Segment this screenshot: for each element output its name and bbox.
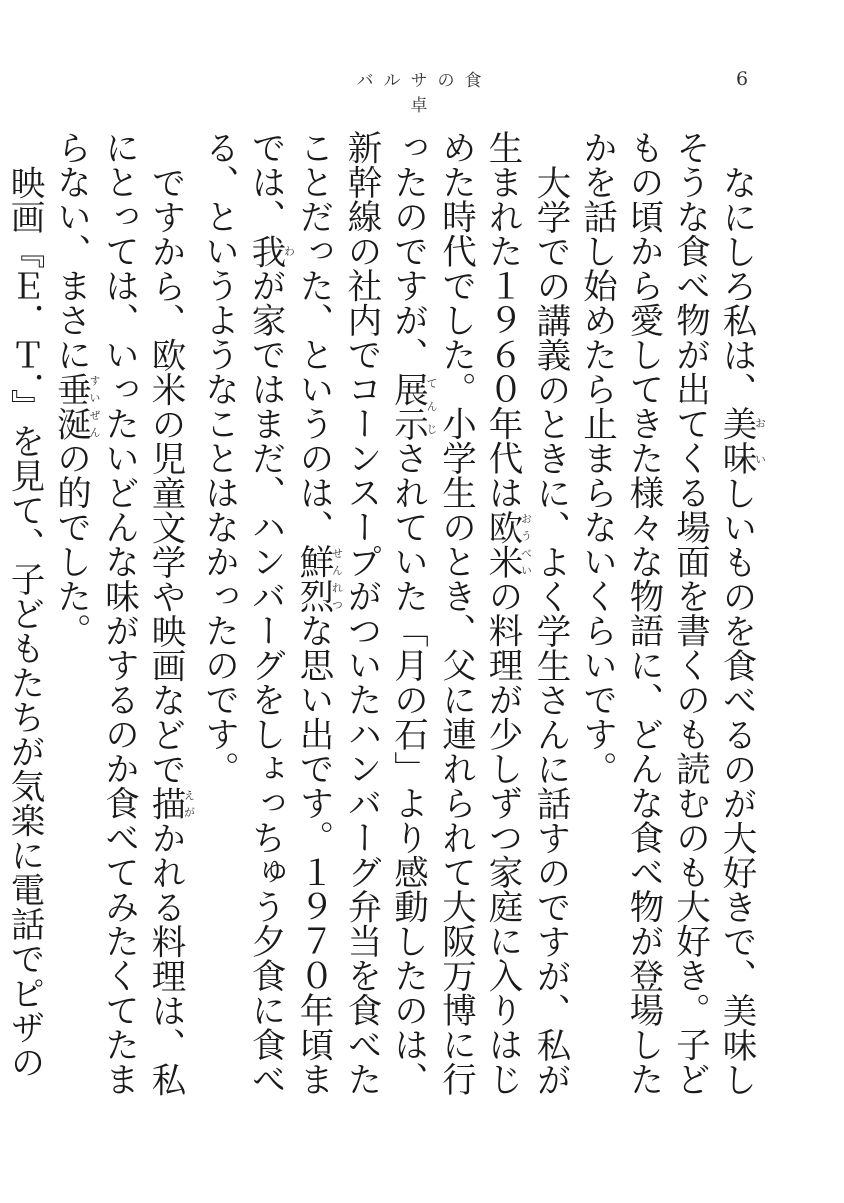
ruby-base: 欧米	[482, 509, 522, 579]
ruby-base: 鮮烈	[293, 544, 333, 613]
paragraph-1	[573, 130, 766, 1110]
text-run: かれる料理は、私にとっては、いったいどんな味がするのか食べてみたくてたまらない、まさに	[50, 130, 185, 1096]
ruby-word	[293, 544, 344, 613]
ruby-reading: せんれつ	[330, 544, 344, 613]
running-title: バルサの食卓	[356, 71, 492, 116]
ruby-base: 垂涎	[50, 371, 91, 441]
text-run: の料理が少しずつ家庭に入りはじめた時代でした。小学生のとき、父に連れられて大阪万博に行ったのですが、	[387, 130, 522, 1096]
ruby-base: 美味	[716, 406, 756, 475]
text-run: されていた「月の石」より感動したのは、新幹線の社内でコーンスープがついたハンバーグ弁当を食べたことだった、というのは、	[293, 130, 428, 1096]
text-run: 大学での講義のときに、よく学生さんに話すのですが、私が生まれた１９６０年代は	[482, 130, 570, 1096]
ruby-word	[482, 509, 533, 579]
ruby-reading: おうべい	[519, 509, 533, 579]
ruby-reading: わ	[282, 233, 296, 268]
ruby-base: 我	[245, 233, 285, 268]
vertical-body-text	[4, 130, 767, 1110]
ruby-word	[145, 785, 196, 821]
ruby-base: 展示	[387, 371, 428, 441]
text-run: が家ではまだ、ハンバーグをしょっちゅう夕食に食べる、というようなことはなかったのです。	[198, 130, 285, 1096]
ruby-word	[387, 371, 438, 441]
paragraph-4	[0, 130, 47, 1110]
text-run: な思い出です。１９７０年頃までは、	[245, 130, 333, 1096]
text-run: ですから、欧米の児童文学や映画などで	[145, 164, 185, 786]
ruby-word	[716, 406, 767, 475]
text-run: しいものを食べるのが大好きで、美味しそうな食べ物が出てくる場面を書くのも読むのも大好き。子どもの頃から愛してきた様々な物語に、どんな食べ物が登場したかを話し始めたら止まらないくらいです。	[576, 130, 756, 1096]
paragraph-2	[195, 130, 573, 1110]
paragraph-3	[47, 130, 195, 1110]
ruby-base: 描	[145, 785, 185, 820]
ruby-reading: すいぜん	[88, 371, 101, 441]
ruby-reading: てんじ	[425, 371, 438, 441]
text-run: 映画『Ｅ．Ｔ．』を見て、子どもたちが気楽に電話でピザの	[4, 164, 44, 1079]
ruby-reading: えが	[182, 785, 196, 820]
text-run: の的でした。	[50, 440, 91, 648]
ruby-word	[245, 233, 296, 269]
ruby-reading: おい	[753, 406, 767, 475]
ruby-word	[50, 371, 101, 441]
text-run: なにしろ私は、	[716, 164, 756, 406]
page-number: 6	[735, 68, 749, 90]
